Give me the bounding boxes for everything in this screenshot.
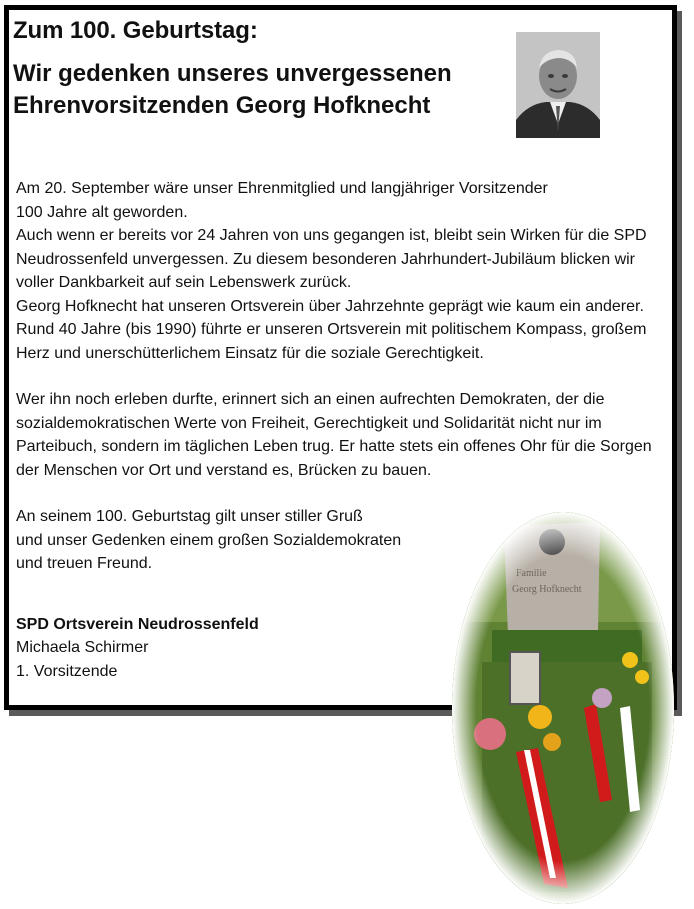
portrait-illustration (516, 32, 600, 138)
text-legacy: Georg Hofknecht hat unseren Ortsverein über Jahrzehnte geprägt wie kaum ein anderer. Rund 40 Jahre (bis 1990) führte er unseren Ortsverein mit politischem Kompass, großem Herz und unerschütterlichem Einsatz für die soziale Gerechtigkeit. (16, 297, 647, 362)
signature-role: 1. Vorsitzende (16, 662, 118, 680)
text-greeting-1: An seinem 100. Geburtstag gilt unser stiller Gruß (16, 508, 363, 525)
text-values: Wer ihn noch erleben durfte, erinnert sich an einen aufrechten Demokraten, der die sozialdemokratischen Werte von Freiheit, Gerechtigkeit und Solidarität nicht nur im Parteibuch, sondern im täglichen Leben trug. Er hatte stets ein offenes Ohr für die Sorgen der Menschen vor Ort und verstand es, Brücken zu bauen. (16, 391, 652, 479)
portrait-photo (516, 32, 600, 138)
text-remembrance: Auch wenn er bereits vor 24 Jahren von uns gegangen ist, bleibt sein Wirken für die SPD Neudrossenfeld unvergessen. Zu diesem besonderen Jahrhundert-Jubiläum blicken wir voller Dankbarkeit auf sein Lebenswerk zurück. (16, 227, 647, 291)
grave-illustration (452, 512, 674, 904)
signature-organization: SPD Ortsverein Neudrossenfeld (16, 615, 259, 633)
text-anniversary-2: 100 Jahre alt geworden. (16, 203, 188, 221)
signature-name: Michaela Schirmer (16, 639, 149, 656)
headline-memorial: Wir gedenken unseres unvergessenen Ehrenvorsitzenden Georg Hofknecht (13, 60, 452, 119)
text-greeting-2: und unser Gedenken einem großen Sozialdemokraten (16, 531, 402, 549)
text-anniversary-1: Am 20. September wäre unser Ehrenmitglied und langjähriger Vorsitzender (16, 180, 548, 197)
headline-birthday: Zum 100. Geburtstag: (13, 17, 258, 44)
grave-photo (452, 512, 674, 904)
text-greeting-3: und treuen Freund. (16, 555, 153, 572)
